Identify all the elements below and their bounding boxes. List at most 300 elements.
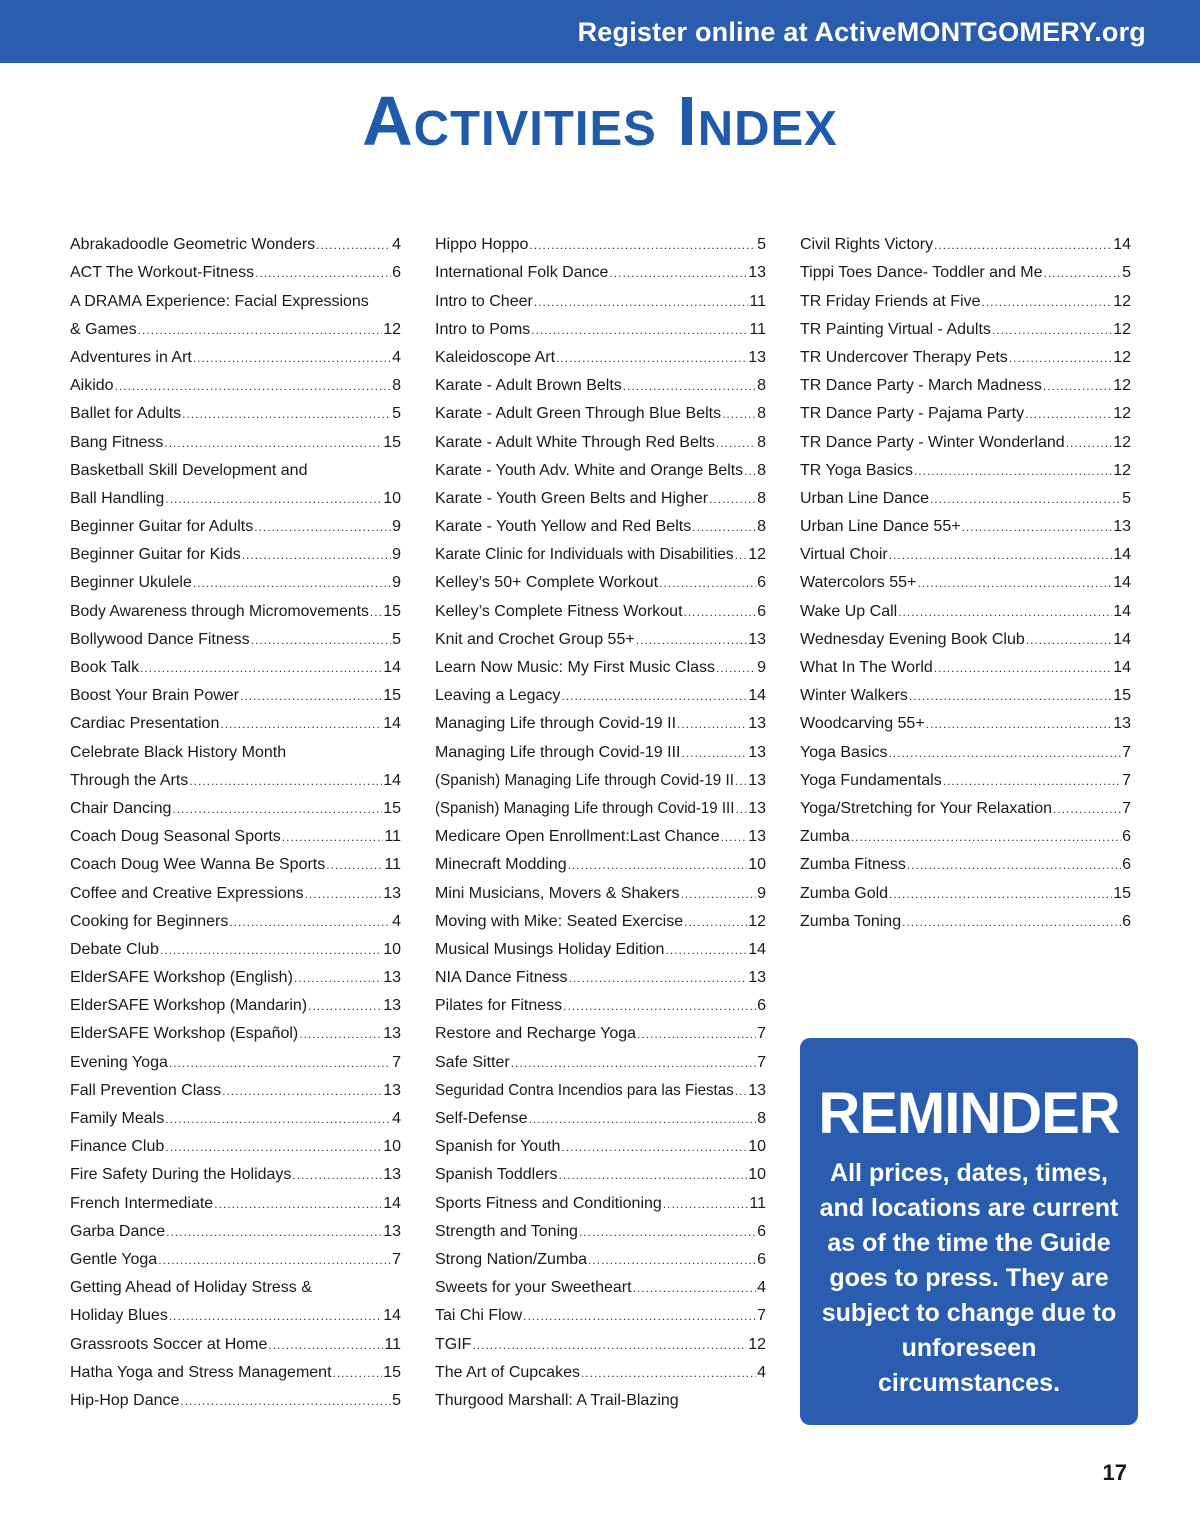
dot-leader bbox=[1026, 633, 1112, 647]
entry-page: 14 bbox=[1113, 546, 1131, 564]
index-entry bbox=[800, 564, 1131, 592]
dot-leader bbox=[907, 858, 1121, 872]
index-entry bbox=[800, 592, 1131, 620]
index-entry bbox=[435, 423, 766, 451]
index-entry bbox=[435, 846, 766, 874]
entry-page: 7 bbox=[392, 1250, 401, 1268]
entry-page: 10 bbox=[748, 1166, 766, 1184]
entry-page: 13 bbox=[748, 771, 766, 789]
entry-name: Strong Nation/Zumba bbox=[435, 1250, 588, 1268]
dot-leader bbox=[581, 1366, 756, 1380]
entry-page: 13 bbox=[748, 715, 766, 733]
entry-page: 13 bbox=[748, 969, 766, 987]
dot-leader bbox=[569, 971, 748, 985]
entry-name: Sports Fitness and Conditioning bbox=[435, 1194, 662, 1212]
entry-page: 7 bbox=[757, 1307, 766, 1325]
reminder-text: All prices, dates, times, and locations are current as of the time the Guide goes to press. They are subject to change due to unforeseen circumstances. bbox=[819, 1159, 1119, 1397]
entry-page: 11 bbox=[749, 292, 766, 310]
entry-page: 15 bbox=[1113, 687, 1131, 705]
dot-leader bbox=[214, 1197, 382, 1211]
dot-leader bbox=[1043, 379, 1112, 393]
dot-leader bbox=[659, 576, 756, 590]
entry-page: 8 bbox=[757, 518, 766, 536]
entry-name: Finance Club bbox=[70, 1138, 165, 1156]
entry-name: Basketball Skill Development and bbox=[70, 461, 308, 479]
index-entry bbox=[435, 1325, 766, 1353]
entry-page: 13 bbox=[748, 799, 766, 817]
index-entry bbox=[70, 536, 401, 564]
entry-page: 13 bbox=[383, 969, 401, 987]
entry-page: 8 bbox=[757, 405, 766, 423]
entry-name: Hip-Hop Dance bbox=[70, 1391, 180, 1409]
dot-leader bbox=[531, 323, 748, 337]
dot-leader bbox=[722, 407, 756, 421]
entry-page: 14 bbox=[383, 771, 401, 789]
page-title: Activities Index bbox=[362, 82, 838, 160]
index-entry bbox=[435, 592, 766, 620]
entry-page: 9 bbox=[392, 546, 401, 564]
entry-name: Beginner Guitar for Kids bbox=[70, 546, 241, 564]
entry-name: Urban Line Dance bbox=[800, 489, 929, 507]
index-entry bbox=[70, 282, 401, 310]
index-entry bbox=[435, 959, 766, 987]
index-entry bbox=[70, 254, 401, 282]
dot-leader bbox=[663, 1197, 749, 1211]
index-entry bbox=[435, 1213, 766, 1241]
dot-leader bbox=[716, 436, 756, 450]
entry-page: 12 bbox=[1113, 348, 1131, 366]
dot-leader bbox=[472, 1338, 747, 1352]
entry-name: Spanish for Youth bbox=[435, 1138, 561, 1156]
dot-leader bbox=[588, 1253, 756, 1267]
entry-name: Aikido bbox=[70, 377, 114, 395]
entry-name: Tippi Toes Dance- Toddler and Me bbox=[800, 264, 1043, 282]
entry-name: Cooking for Beginners bbox=[70, 912, 229, 930]
dot-leader bbox=[251, 633, 391, 647]
page-number: 17 bbox=[1102, 1460, 1127, 1485]
entry-name: Restore and Recharge Yoga bbox=[435, 1025, 637, 1043]
entry-name: Pilates for Fitness bbox=[435, 997, 563, 1015]
entry-page: 12 bbox=[1113, 405, 1131, 423]
entry-name: ACT The Workout-Fitness bbox=[70, 264, 255, 282]
entry-page: 6 bbox=[1122, 912, 1131, 930]
entry-name: Coach Doug Seasonal Sports bbox=[70, 828, 281, 846]
entry-page: 11 bbox=[384, 1335, 401, 1353]
entry-page: 7 bbox=[1122, 771, 1131, 789]
index-entry bbox=[800, 339, 1131, 367]
index-entry bbox=[435, 1382, 766, 1410]
entry-page: 14 bbox=[383, 659, 401, 676]
entry-name: Tai Chi Flow bbox=[435, 1307, 523, 1325]
entry-name: Hippo Hoppo bbox=[435, 236, 529, 254]
dot-leader bbox=[534, 295, 749, 309]
entry-page: 4 bbox=[757, 1279, 766, 1297]
entry-page: 10 bbox=[748, 856, 766, 874]
dot-leader bbox=[609, 266, 747, 280]
index-entry bbox=[70, 1072, 401, 1100]
entry-page: 8 bbox=[757, 377, 766, 395]
index-entry bbox=[435, 705, 766, 733]
index-entry bbox=[435, 987, 766, 1015]
entry-name: (Spanish) Managing Life through Covid-19 II bbox=[435, 771, 734, 789]
dot-leader bbox=[158, 1253, 391, 1267]
index-entry bbox=[70, 1015, 401, 1043]
entry-page: 13 bbox=[383, 1025, 401, 1043]
dot-leader bbox=[889, 887, 1112, 901]
entry-name: Bollywood Dance Fitness bbox=[70, 630, 250, 648]
index-entry bbox=[70, 903, 401, 931]
index-entry bbox=[70, 564, 401, 592]
dot-leader bbox=[370, 605, 382, 619]
dot-leader bbox=[633, 1281, 757, 1295]
dot-leader bbox=[165, 1140, 382, 1154]
entry-page: 7 bbox=[1122, 799, 1131, 817]
dot-leader bbox=[511, 1056, 756, 1070]
entry-page: 13 bbox=[383, 1166, 401, 1184]
entry-name: French Intermediate bbox=[70, 1194, 214, 1212]
index-entry bbox=[800, 423, 1131, 451]
entry-name: Body Awareness through Micromovements bbox=[70, 602, 369, 620]
index-entry bbox=[435, 367, 766, 395]
index-entry bbox=[435, 1241, 766, 1269]
index-entry bbox=[800, 621, 1131, 649]
entry-name: Celebrate Black History Month bbox=[70, 743, 287, 761]
entry-name: What In The World bbox=[800, 659, 933, 676]
dot-leader bbox=[709, 492, 756, 506]
entry-page: 14 bbox=[1113, 602, 1131, 620]
entry-name: Managing Life through Covid-19 III bbox=[435, 743, 681, 761]
index-entry bbox=[435, 339, 766, 367]
entry-page: 9 bbox=[757, 659, 766, 676]
index-entry bbox=[70, 1043, 401, 1071]
entry-name: Adventures in Art bbox=[70, 348, 192, 366]
dot-leader bbox=[169, 1309, 382, 1323]
dot-leader bbox=[164, 436, 382, 450]
entry-name: Minecraft Modding bbox=[435, 856, 567, 874]
entry-page: 5 bbox=[392, 630, 401, 648]
entry-name: Yoga Basics bbox=[800, 743, 888, 761]
dot-leader bbox=[888, 746, 1121, 760]
entry-page: 9 bbox=[392, 574, 401, 592]
dot-leader bbox=[735, 548, 748, 562]
entry-page: 13 bbox=[748, 348, 766, 366]
index-entry bbox=[70, 1382, 401, 1410]
entry-page: 13 bbox=[383, 1222, 401, 1240]
index-entry bbox=[435, 1015, 766, 1043]
entry-name: Kelley’s 50+ Complete Workout bbox=[435, 574, 659, 592]
entry-page: 13 bbox=[748, 743, 766, 761]
index-entry bbox=[800, 677, 1131, 705]
dot-leader bbox=[333, 1366, 383, 1380]
index-entry bbox=[70, 818, 401, 846]
dot-leader bbox=[222, 1084, 382, 1098]
index-entry bbox=[435, 282, 766, 310]
entry-name: Karate - Youth Green Belts and Higher bbox=[435, 489, 709, 507]
entry-page: 13 bbox=[383, 997, 401, 1015]
index-entry bbox=[70, 1184, 401, 1212]
entry-name: Urban Line Dance 55+ bbox=[800, 518, 961, 536]
dot-leader bbox=[735, 774, 747, 788]
entry-page: 14 bbox=[1113, 574, 1131, 592]
index-column-1 bbox=[70, 226, 401, 1410]
entry-name: Safe Sitter bbox=[435, 1053, 510, 1071]
index-entry bbox=[435, 1072, 766, 1100]
entry-page: 7 bbox=[1122, 743, 1131, 761]
dot-leader bbox=[529, 238, 756, 252]
entry-page: 11 bbox=[749, 1194, 766, 1212]
index-entry bbox=[800, 311, 1131, 339]
entry-page: 5 bbox=[392, 1391, 401, 1409]
dot-leader bbox=[716, 661, 756, 675]
reminder-heading: REMINDER bbox=[818, 1081, 1120, 1146]
index-entry bbox=[70, 874, 401, 902]
index-entry bbox=[800, 790, 1131, 818]
index-entry bbox=[800, 226, 1131, 254]
index-entry bbox=[70, 621, 401, 649]
index-entry bbox=[800, 733, 1131, 761]
dot-leader bbox=[914, 464, 1112, 478]
entry-name: Through the Arts bbox=[70, 771, 189, 789]
entry-page: 11 bbox=[384, 828, 401, 846]
entry-name: Coach Doug Wee Wanna Be Sports bbox=[70, 856, 326, 874]
entry-page: 12 bbox=[1113, 461, 1131, 479]
entry-page: 15 bbox=[383, 433, 401, 451]
entry-page: 15 bbox=[383, 687, 401, 705]
index-entry bbox=[70, 508, 401, 536]
index-entry bbox=[435, 677, 766, 705]
index-entry bbox=[435, 1100, 766, 1128]
index-entry bbox=[70, 339, 401, 367]
dot-leader bbox=[889, 548, 1112, 562]
entry-name: Karate Clinic for Individuals with Disabilities bbox=[435, 546, 734, 564]
entry-page: 6 bbox=[757, 1250, 766, 1268]
index-entry bbox=[70, 846, 401, 874]
dot-leader bbox=[684, 915, 747, 929]
entry-page: 11 bbox=[749, 320, 766, 338]
entry-name: Intro to Cheer bbox=[435, 292, 533, 310]
reminder-box bbox=[800, 1038, 1138, 1425]
entry-name: Zumba Gold bbox=[800, 884, 889, 902]
index-entry bbox=[70, 480, 401, 508]
dot-leader bbox=[692, 520, 756, 534]
entry-name: TR Painting Virtual - Adults bbox=[800, 320, 991, 338]
entry-name: ElderSAFE Workshop (Mandarin) bbox=[70, 997, 308, 1015]
index-entry bbox=[435, 1043, 766, 1071]
dot-leader bbox=[529, 1112, 757, 1126]
entry-name: Learn Now Music: My First Music Class bbox=[435, 659, 716, 676]
index-entry bbox=[435, 1297, 766, 1325]
dot-leader bbox=[636, 633, 748, 647]
dot-leader bbox=[684, 605, 757, 619]
entry-page: 12 bbox=[748, 912, 766, 930]
index-entry bbox=[70, 1297, 401, 1325]
index-entry bbox=[70, 1128, 401, 1156]
index-entry bbox=[435, 1128, 766, 1156]
dot-leader bbox=[182, 407, 391, 421]
dot-leader bbox=[735, 1084, 747, 1098]
entry-page: 9 bbox=[392, 518, 401, 536]
entry-name: The Art of Cupcakes bbox=[435, 1363, 580, 1381]
index-entry bbox=[435, 1354, 766, 1382]
index-entry bbox=[800, 282, 1131, 310]
entry-name: TR Yoga Basics bbox=[800, 461, 913, 479]
index-entry bbox=[435, 621, 766, 649]
entry-name: Thurgood Marshall: A Trail-Blazing bbox=[435, 1391, 679, 1409]
entry-name: Managing Life through Covid-19 II bbox=[435, 715, 677, 733]
entry-page: 14 bbox=[748, 940, 766, 958]
entry-name: Boost Your Brain Power bbox=[70, 687, 239, 705]
dot-leader bbox=[677, 717, 747, 731]
dot-leader bbox=[193, 576, 391, 590]
entry-name: Kaleidoscope Art bbox=[435, 348, 556, 366]
entry-page: 15 bbox=[383, 602, 401, 620]
entry-page: 12 bbox=[1113, 377, 1131, 395]
entry-name: Gentle Yoga bbox=[70, 1250, 158, 1268]
entry-page: 8 bbox=[757, 433, 766, 451]
entry-name: A DRAMA Experience: Facial Expressions bbox=[70, 292, 369, 310]
entry-name: Abrakadoodle Geometric Wonders bbox=[70, 236, 316, 254]
dot-leader bbox=[166, 1225, 382, 1239]
entry-page: 7 bbox=[757, 1053, 766, 1071]
entry-name: Getting Ahead of Holiday Stress & bbox=[70, 1279, 312, 1297]
dot-leader bbox=[934, 238, 1112, 252]
entry-page: 14 bbox=[383, 1307, 401, 1325]
entry-name: TR Friday Friends at Five bbox=[800, 292, 981, 310]
dot-leader bbox=[1044, 266, 1122, 280]
entry-name: Debate Club bbox=[70, 940, 159, 958]
entry-name: Zumba bbox=[800, 828, 850, 846]
entry-name: Holiday Blues bbox=[70, 1307, 168, 1325]
entry-name: Garba Dance bbox=[70, 1222, 166, 1240]
index-entry bbox=[800, 508, 1131, 536]
entry-name: Wake Up Call bbox=[800, 602, 898, 620]
entry-page: 13 bbox=[748, 264, 766, 282]
dot-leader bbox=[909, 689, 1112, 703]
index-entry bbox=[800, 480, 1131, 508]
entry-page: 6 bbox=[1122, 828, 1131, 846]
dot-leader bbox=[898, 605, 1112, 619]
index-entry bbox=[800, 452, 1131, 480]
index-entry bbox=[70, 762, 401, 790]
dot-leader bbox=[169, 1056, 391, 1070]
index-entry bbox=[435, 226, 766, 254]
entry-page: 13 bbox=[748, 1081, 766, 1099]
dot-leader bbox=[721, 830, 748, 844]
entry-page: 10 bbox=[383, 940, 401, 958]
dot-leader bbox=[292, 1168, 382, 1182]
dot-leader bbox=[681, 746, 747, 760]
entry-page: 5 bbox=[1122, 489, 1131, 507]
entry-page: 13 bbox=[748, 630, 766, 648]
dot-leader bbox=[316, 238, 391, 252]
index-entry bbox=[800, 762, 1131, 790]
entry-name: Beginner Guitar for Adults bbox=[70, 518, 254, 536]
entry-page: 6 bbox=[757, 602, 766, 620]
dot-leader bbox=[115, 379, 392, 393]
dot-leader bbox=[1066, 436, 1113, 450]
entry-page: 9 bbox=[757, 884, 766, 902]
register-banner bbox=[0, 0, 1200, 63]
dot-leader bbox=[902, 915, 1121, 929]
dot-leader bbox=[326, 858, 383, 872]
entry-page: 4 bbox=[392, 912, 401, 930]
dot-leader bbox=[623, 379, 756, 393]
entry-page: 5 bbox=[757, 236, 766, 254]
index-entry bbox=[70, 452, 401, 480]
entry-page: 15 bbox=[383, 1363, 401, 1381]
entry-page: 14 bbox=[748, 687, 766, 705]
entry-page: 15 bbox=[1113, 884, 1131, 902]
dot-leader bbox=[637, 1027, 756, 1041]
dot-leader bbox=[1053, 802, 1121, 816]
dot-leader bbox=[180, 1394, 391, 1408]
entry-page: 8 bbox=[757, 1110, 766, 1127]
entry-name: Coffee and Creative Expressions bbox=[70, 884, 304, 902]
entry-page: 12 bbox=[748, 546, 766, 564]
entry-name: ElderSAFE Workshop (English) bbox=[70, 969, 293, 987]
dot-leader bbox=[172, 802, 382, 816]
index-entry bbox=[800, 254, 1131, 282]
entry-name: Zumba Toning bbox=[800, 912, 902, 930]
entry-name: TR Dance Party - Winter Wonderland bbox=[800, 433, 1065, 451]
index-entry bbox=[435, 818, 766, 846]
entry-name: ElderSAFE Workshop (Español) bbox=[70, 1025, 299, 1043]
index-entry bbox=[435, 311, 766, 339]
dot-leader bbox=[681, 887, 757, 901]
dot-leader bbox=[561, 1140, 747, 1154]
dot-leader bbox=[1009, 351, 1112, 365]
index-entry bbox=[800, 649, 1131, 677]
index-entry bbox=[435, 903, 766, 931]
entry-name: Book Talk bbox=[70, 659, 140, 676]
dot-leader bbox=[934, 661, 1112, 675]
entry-page: 5 bbox=[392, 405, 401, 423]
entry-page: 6 bbox=[757, 574, 766, 592]
entry-name: Kelley’s Complete Fitness Workout bbox=[435, 602, 683, 620]
entry-page: 6 bbox=[757, 1222, 766, 1240]
dot-leader bbox=[556, 351, 747, 365]
index-entry bbox=[435, 452, 766, 480]
entry-name: Grassroots Soccer at Home bbox=[70, 1335, 268, 1353]
entry-name: Leaving a Legacy bbox=[435, 687, 561, 705]
entry-page: 13 bbox=[1113, 715, 1131, 733]
entry-name: Ballet for Adults bbox=[70, 405, 182, 423]
dot-leader bbox=[1025, 407, 1112, 421]
index-entry bbox=[435, 931, 766, 959]
index-entry bbox=[800, 705, 1131, 733]
entry-name: Karate - Youth Adv. White and Orange Belts bbox=[435, 461, 744, 479]
entry-name: Strength and Toning bbox=[435, 1222, 578, 1240]
index-entry bbox=[70, 931, 401, 959]
entry-page: 4 bbox=[392, 236, 401, 254]
index-entry bbox=[435, 733, 766, 761]
entry-page: 10 bbox=[748, 1138, 766, 1156]
entry-page: 4 bbox=[757, 1363, 766, 1381]
entry-page: 13 bbox=[383, 1081, 401, 1099]
entry-name: Musical Musings Holiday Edition bbox=[435, 940, 665, 958]
dot-leader bbox=[665, 943, 747, 957]
dot-leader bbox=[294, 971, 382, 985]
entry-name: Virtual Choir bbox=[800, 546, 888, 564]
dot-leader bbox=[579, 1225, 756, 1239]
index-column-2 bbox=[435, 226, 766, 1410]
entry-name: (Spanish) Managing Life through Covid-19 III bbox=[435, 799, 735, 817]
entry-page: 8 bbox=[757, 461, 766, 479]
entry-page: 4 bbox=[392, 348, 401, 366]
index-column-3 bbox=[800, 226, 1131, 931]
entry-name: Seguridad Contra Incendios para las Fiestas bbox=[435, 1081, 734, 1099]
dot-leader bbox=[744, 464, 756, 478]
